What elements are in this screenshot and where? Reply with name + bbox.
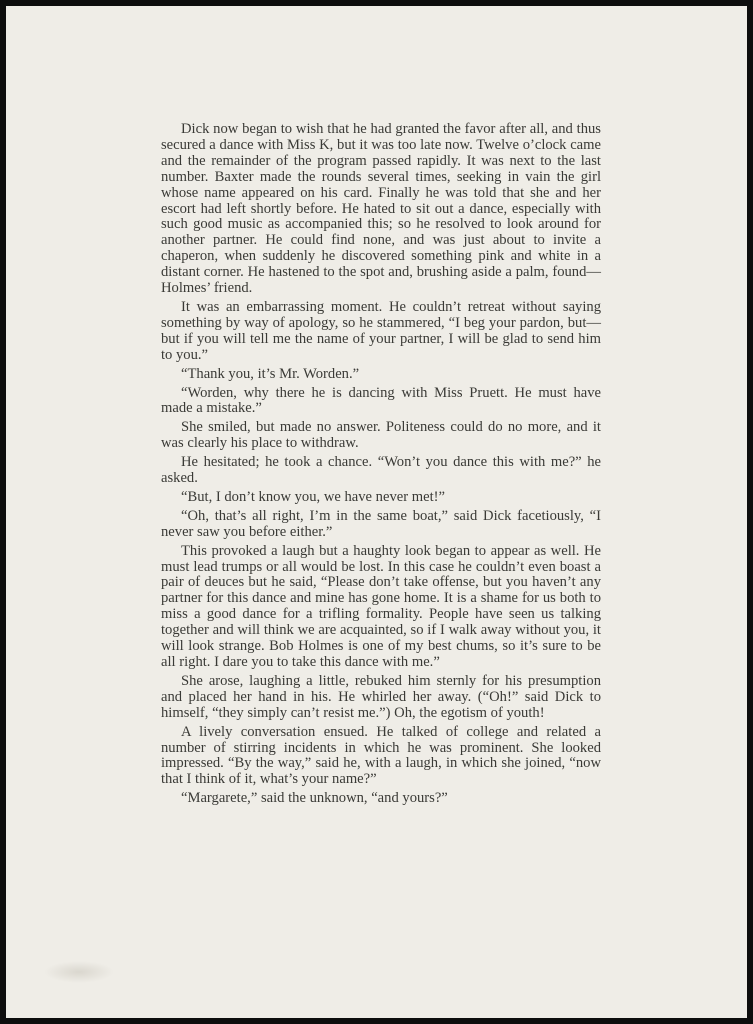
paragraph-8: “Oh, that’s all right, I’m in the same boat,” said Dick facetiously, “I never saw you before either.” bbox=[161, 507, 601, 540]
paragraph-10: She arose, laughing a little, rebuked him sternly for his presumption and placed her hand in his. He whirled her away. (“Oh!” said Dick to himself, “they simply can’t resist me.”) Oh, the egotism of youth! bbox=[161, 672, 601, 721]
paragraph-5: She smiled, but made no answer. Politeness could do no more, and it was clearly his place to withdraw. bbox=[161, 419, 601, 452]
paragraph-4: “Worden, why there he is dancing with Miss Pruett. He must have made a mistake.” bbox=[161, 384, 601, 417]
paragraph-2: It was an embarrassing moment. He couldn’t retreat without saying something by way of apology, so he stammered, “I beg your pardon, but—but if you will tell me the name of your partner, I will be glad to send him to you.” bbox=[161, 298, 601, 363]
scanned-page bbox=[6, 6, 747, 1018]
paragraph-6: He hesitated; he took a chance. “Won’t you dance this with me?” he asked. bbox=[161, 454, 601, 487]
paragraph-9: This provoked a laugh but a haughty look began to appear as well. He must lead trumps or all would be lost. In this case he couldn’t even boast a pair of deuces but he said, “Please don’t take offense, but you haven’t any partner for this dance and mine has gone home. It is a shame for us both to miss a good dance for a trifling formality. People have seen us talking together and will think we are acquainted, so if I walk away without you, it will look strange. Bob Holmes is one of my best chums, so it’s sure to be all right. I dare you to take this dance with me.” bbox=[161, 542, 601, 670]
page-smudge bbox=[44, 961, 114, 983]
paragraph-7: “But, I don’t know you, we have never met!” bbox=[181, 488, 445, 505]
paragraph-1: Dick now began to wish that he had granted the favor after all, and thus secured a dance with Miss K, but it was too late now. Twelve o’clock came and the remainder of the program passed rapidly. It was next to the last number. Baxter made the rounds several times, seeking in vain the girl whose name appeared on his card. Finally he was told that she and her escort had left shortly before. He hated to sit out a dance, especially with such good music as accompanied this; so he resolved to look around for another partner. He could find none, and was just about to invite a chaperon, when suddenly he discovered something pink and white in a distant corner. He hastened to the spot and, brushing aside a palm, found—Holmes’ friend. bbox=[161, 121, 601, 297]
body-text bbox=[161, 122, 601, 810]
paragraph-12: “Margarete,” said the unknown, “and yours?” bbox=[181, 790, 448, 807]
paragraph-11: A lively conversation ensued. He talked of college and related a number of stirring incidents in which he was prominent. She looked impressed. “By the way,” said he, with a laugh, in which she joined, “now that I think of it, what’s your name?” bbox=[161, 723, 601, 788]
paragraph-3: “Thank you, it’s Mr. Worden.” bbox=[181, 365, 360, 382]
